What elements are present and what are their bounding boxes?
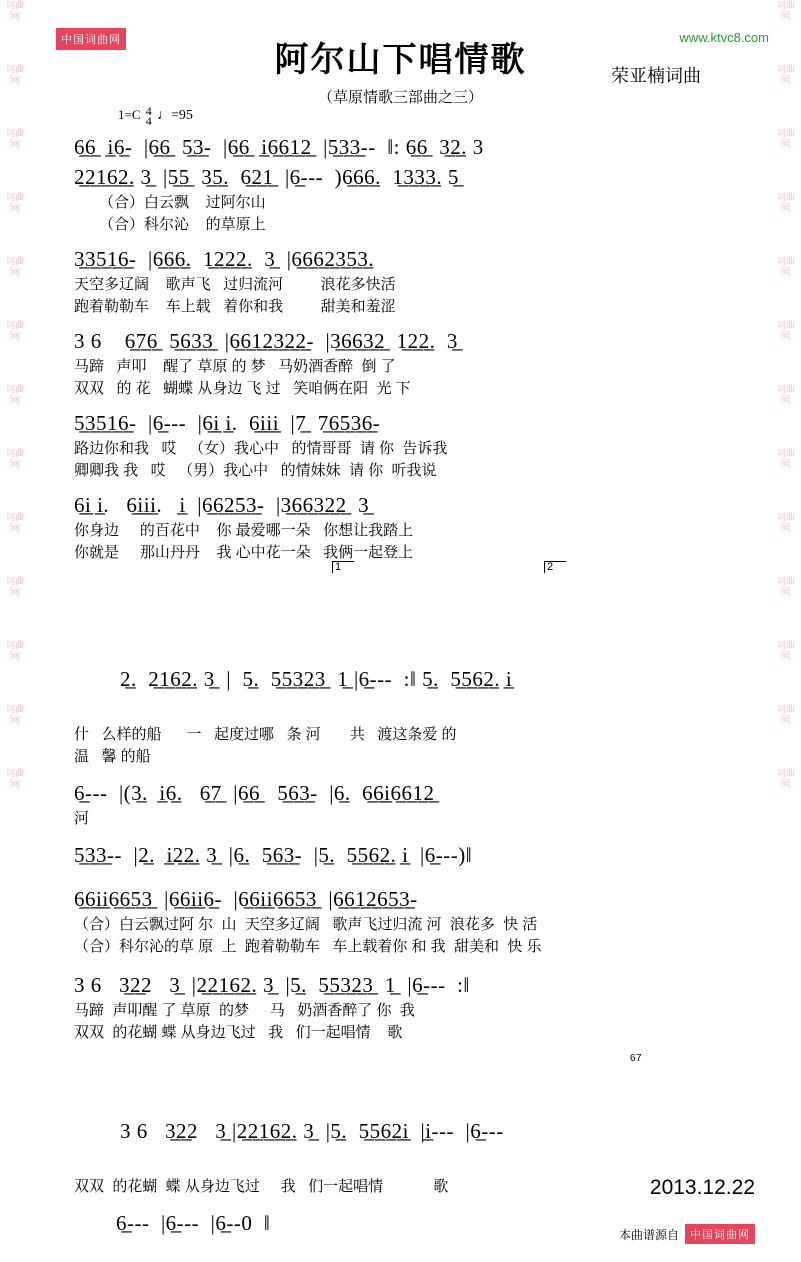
note-row: 5̲3̲5̲1̲6̲- |6̲--- |6̲i̲ i̲. 6̲i̲i̲i̲ |7̲ 7̲6̲5̲3̲6̲- bbox=[74, 411, 381, 435]
watermark-column-right bbox=[773, 0, 799, 1262]
watermark-text: 词曲网 bbox=[776, 192, 795, 213]
source-footer bbox=[619, 1224, 755, 1244]
score-line bbox=[74, 561, 734, 768]
score-line bbox=[74, 132, 734, 162]
score-body bbox=[74, 132, 734, 1238]
lyric-row: 路边你和我 哎 （女）我心中 的情哥哥 请 你 告诉我 bbox=[74, 440, 448, 457]
watermark-text: 词曲网 bbox=[5, 704, 24, 725]
note-row: 2̲2̲1̲6̲2̲. 3̲ |5̲5̲ 3̲5̲. 6̲2̲1̲ |6̲--- )6̲6̲6̲. 1̲3̲3̲3̲. 5̲ bbox=[74, 165, 459, 189]
lyric-row: 跑着勒勒车 车上载 着你和我 甜美和羞涩 bbox=[74, 298, 396, 315]
watermark-text: 词曲网 bbox=[776, 256, 795, 277]
note-row: 3 6 3̲2̲2 3̲ |2̲2̲1̲6̲2̲. 3̲ |5̲. 5̲5̲3̲2̲3̲ 1̲ |6̲--- :‖ bbox=[74, 973, 470, 997]
watermark-text: 词曲网 bbox=[5, 576, 24, 597]
score-meta bbox=[118, 106, 193, 126]
lyric-row: 双双 的花蝴 蝶 从身边飞过 我 们一起唱情 歌 bbox=[74, 1178, 449, 1195]
watermark-text: 词曲网 bbox=[776, 64, 795, 85]
score-line bbox=[74, 408, 734, 482]
score-line bbox=[74, 840, 734, 870]
watermark-text: 词曲网 bbox=[5, 768, 24, 789]
ornament-label: 67 bbox=[630, 1053, 643, 1064]
watermark-text: 词曲网 bbox=[776, 576, 795, 597]
lyric-row: 河 bbox=[74, 810, 90, 827]
lyric-row: 马蹄 声叩 醒了 草原 的 梦 马奶酒香醉 倒 了 bbox=[74, 358, 396, 375]
watermark-text: 词曲网 bbox=[776, 704, 795, 725]
page-subtitle: （草原情歌三部曲之三） bbox=[317, 90, 483, 106]
author-credit: 荣亚楠词曲 bbox=[611, 66, 701, 86]
source-label: 本曲谱源自 bbox=[618, 1227, 679, 1242]
key-signature: 1=C bbox=[118, 106, 141, 122]
repeat-bracket-1: 1 bbox=[332, 561, 354, 573]
page-title: 阿尔山下唱情歌 bbox=[274, 42, 527, 79]
lyric-row: 双双 的花蝴 蝶 从身边飞过 我 们一起唱情 歌 bbox=[74, 1024, 403, 1041]
score-line bbox=[74, 884, 734, 958]
watermark-text: 词曲网 bbox=[5, 384, 24, 405]
watermark-text: 词曲网 bbox=[776, 640, 795, 661]
lyric-row: 卿卿我 我 哎 （男）我心中 的情妹妹 请 你 听我说 bbox=[74, 462, 437, 479]
watermark-text: 词曲网 bbox=[5, 448, 24, 469]
score-line bbox=[74, 970, 734, 1044]
lyric-row: 你就是 那山丹丹 我 心中花一朵 我俩一起登上 bbox=[74, 544, 414, 561]
watermark-text: 词曲网 bbox=[5, 0, 24, 21]
lyric-row: 你身边 的百花中 你 最爱哪一朵 你想让我踏上 bbox=[74, 522, 414, 539]
score-line bbox=[74, 162, 734, 192]
note-row: 3 6 6̲7̲6̲ 5̲6̲3̲3̲ |6̲6̲1̲2̲3̲2̲2̲- |3̲6̲6̲3̲2̲ 1̲2̲2̲. 3̲ bbox=[74, 329, 458, 353]
watermark-text: 词曲网 bbox=[5, 128, 24, 149]
watermark-text: 词曲网 bbox=[5, 192, 24, 213]
lyric-row: 什 么样的船 一 起度过哪 条 河 共 渡这条爱 的 bbox=[74, 726, 457, 743]
site-logo-badge[interactable]: 中国词曲网 bbox=[56, 28, 126, 50]
note-row: 6̲--- |(3̲. i̲6̲. 6̲7̲ |6̲6̲ 5̲6̲3̲- |6̲. 6̲6̲i̲6̲6̲1̲2̲ bbox=[74, 781, 435, 805]
watermark-text: 词曲网 bbox=[776, 128, 795, 149]
score-line bbox=[74, 778, 734, 830]
watermark-text: 词曲网 bbox=[5, 256, 24, 277]
lyric-row: 天空多辽阔 歌声飞 过归流河 浪花多快活 bbox=[74, 276, 396, 293]
note-row: 3̲3̲5̲1̲6̲- |6̲6̲6̲. 1̲2̲2̲2̲. 3̲ |6̲6̲6̲2̲3̲5̲3̲. bbox=[74, 247, 375, 271]
watermark-text: 词曲网 bbox=[776, 512, 795, 533]
watermark-column-left bbox=[2, 0, 28, 1262]
watermark-text: 词曲网 bbox=[776, 0, 795, 21]
watermark-text: 词曲网 bbox=[776, 320, 795, 341]
note-row: 6̲6̲ i̲6̲- |6̲6̲ 5̲3̲- |6̲6̲ i̲6̲6̲1̲2̲ |5̲3̲3̲-- ‖: 6̲6̲ 3̲2̲. 3 bbox=[74, 135, 484, 159]
watermark-text: 词曲网 bbox=[5, 640, 24, 661]
note-row-with-repeat bbox=[74, 561, 734, 724]
lyric-row: （合）白云飘 过阿尔山 bbox=[74, 194, 266, 211]
watermark-text: 词曲网 bbox=[5, 320, 24, 341]
watermark-text: 词曲网 bbox=[776, 384, 795, 405]
note-row: 3 6 3̲2̲2 3̲ |2̲2̲1̲6̲2̲. 3̲ |5̲. 5̲5̲6̲2̲i̲ |i̲--- |6̲--- bbox=[120, 1119, 504, 1143]
site-url-link[interactable]: www.ktvc8.com bbox=[679, 30, 769, 45]
note-row: 2̲. 2̲1̲6̲2̲. 3̲ | 5̲. 5̲5̲3̲2̲3̲ 1̲ |6̲--- :‖ 5̲. 5̲5̲6̲2̲. i̲ bbox=[120, 667, 513, 691]
lyric-row: （合）白云飘过阿 尔 山 天空多辽阔 歌声飞过归流 河 浪花多 快 活 bbox=[74, 916, 538, 933]
note-row: 6̲--- |6̲--- |6̲--0 ‖ bbox=[116, 1211, 271, 1235]
note-row: 5̲3̲3̲-- |2̲. i̲2̲2̲. 3̲ |6̲. 5̲6̲3̲- |5̲. 5̲5̲6̲2̲. i̲ |6̲---)‖ bbox=[74, 843, 473, 867]
lyric-row: （合）科尔沁 的草原上 bbox=[74, 216, 266, 233]
note-row-with-ornament bbox=[74, 1053, 734, 1176]
lyric-row: 温 馨 的船 bbox=[74, 748, 151, 765]
watermark-text: 词曲网 bbox=[5, 512, 24, 533]
score-line bbox=[74, 244, 734, 318]
score-line bbox=[74, 192, 734, 236]
score-line bbox=[74, 1053, 734, 1198]
watermark-text: 词曲网 bbox=[5, 64, 24, 85]
score-line bbox=[74, 490, 734, 564]
composition-date: 2013.12.22 bbox=[649, 1176, 755, 1199]
note-row: 6̲6̲i̲i̲6̲6̲5̲3̲ |6̲6̲i̲i̲6̲- |6̲6̲i̲i̲6̲6̲5̲3̲ |6̲6̲1̲2̲6̲5̲3̲- bbox=[74, 887, 418, 911]
time-signature-top: 4 bbox=[145, 104, 152, 118]
lyric-row: 双双 的 花 蝴蝶 从身边 飞 过 笑咱俩在阳 光 下 bbox=[74, 380, 411, 397]
lyric-row: （合）科尔沁的草 原 上 跑着勒勒车 车上载着你 和 我 甜美和 快 乐 bbox=[74, 938, 542, 955]
source-site-badge[interactable]: 中国词曲网 bbox=[685, 1224, 755, 1244]
score-line bbox=[74, 326, 734, 400]
repeat-bracket-2: 2 bbox=[544, 561, 566, 573]
tempo-marking: ♩=95 bbox=[157, 107, 193, 123]
time-signature-bottom: 4 bbox=[145, 114, 152, 128]
time-signature bbox=[146, 106, 152, 126]
watermark-text: 词曲网 bbox=[776, 448, 795, 469]
lyric-row: 马蹄 声叩醒 了 草原 的梦 马 奶酒香醉了 你 我 bbox=[74, 1002, 415, 1019]
watermark-text: 词曲网 bbox=[776, 768, 795, 789]
note-row: 6̲i̲ i̲. 6̲i̲i̲i̲. i̲ |6̲6̲2̲5̲3̲- |3̲6̲6̲3̲2̲2̲ 3̲ bbox=[74, 493, 370, 517]
